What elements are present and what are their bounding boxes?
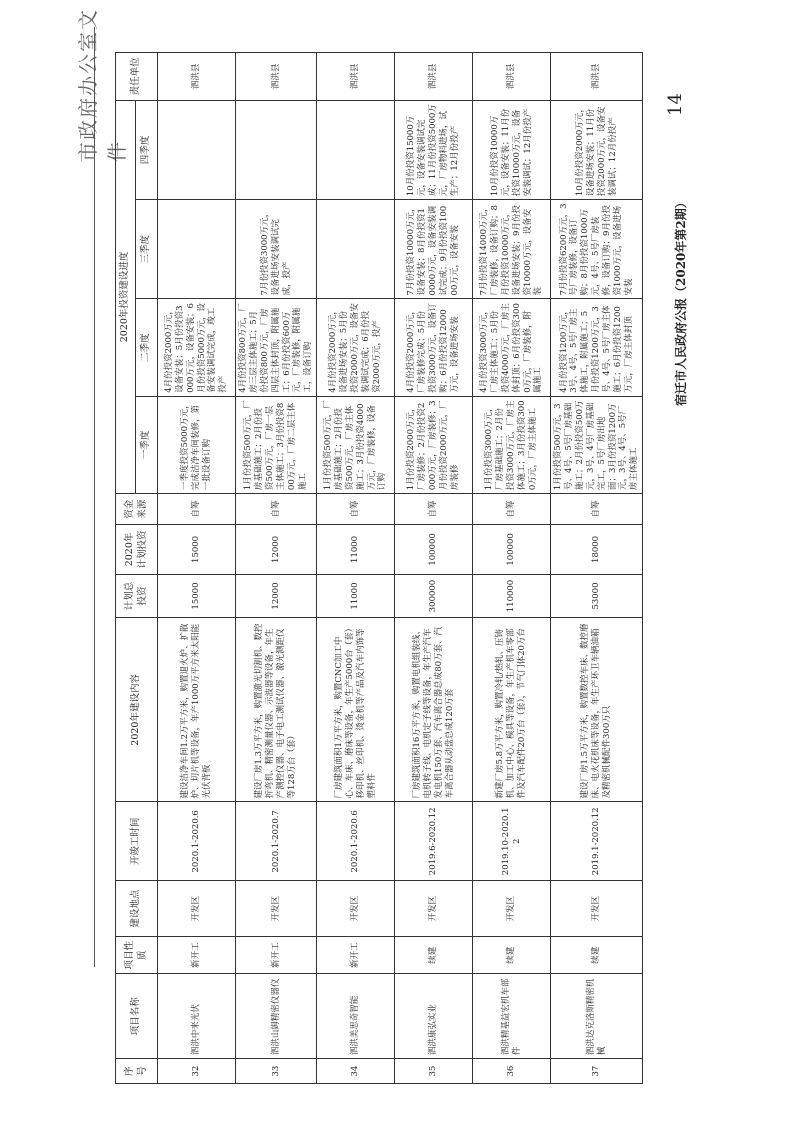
cell-nature: 新开工: [317, 937, 395, 974]
table-row: [317, 53, 395, 1084]
cell-seq: 33: [236, 1059, 317, 1084]
cell-location: 开发区: [473, 881, 551, 937]
header-content: 2020年建设内容: [116, 618, 158, 802]
cell-name: 泗洪美思奇智能: [317, 974, 395, 1059]
cell-source: 自筹: [473, 494, 551, 525]
cell-unit: 泗洪县: [395, 53, 473, 101]
cell-content: 厂房建筑面积16万平方米，购置电机组装线、电机转子线、电机定子线等设备，年生产汽车发电机150万套、汽车离合器总成80万套、汽车离合器从动盘总成120万套: [395, 618, 473, 802]
cell-plan2020: 15000: [158, 525, 236, 575]
cell-q4: [158, 100, 236, 199]
cell-nature: 新开工: [236, 937, 317, 974]
table-row: [551, 53, 643, 1084]
table-row: [395, 53, 473, 1084]
header-source: 资金来源: [116, 494, 158, 525]
header-name: 项目名称: [116, 974, 158, 1059]
table-row: [236, 53, 317, 1084]
cell-plan2020: 12000: [236, 525, 317, 575]
cell-location: 开发区: [551, 881, 643, 937]
header-unit: 责任单位: [116, 53, 158, 101]
header-location: 建设地点: [116, 881, 158, 937]
cell-plan2020: 18000: [551, 525, 643, 575]
cell-unit: 泗洪县: [236, 53, 317, 101]
cell-location: 开发区: [158, 881, 236, 937]
cell-period: 2020.1-2020.6: [158, 802, 236, 881]
cell-source: 自筹: [158, 494, 236, 525]
cell-q2: 4月份投资800万元，厂房三层主体施工；5月份投资800万元，厂房四层主体封顶，附属施工；6月份投资600万元，厂房装修，附属施工，设备订购: [236, 299, 317, 396]
header-plan2020: 2020年计划投资: [116, 525, 158, 575]
cell-unit: 泗洪县: [551, 53, 643, 101]
cell-q2: 4月份投资1200万元，3号、4号、5号厂房主体施工，附属施工；5月份投资1200万元，3号、4号、5号厂房主体施工；6月份投资1200万元，厂房主体封顶: [551, 299, 643, 396]
cell-q4: 10月份投资10000万元，设备安装；11月份投资10000万元，设备安装调试；12月份投产: [473, 100, 551, 199]
cell-q4: 10月份投资15000万元，设备安装调试完成；11月份投资5000万元，厂房物料进场，试生产；12月份投产: [395, 100, 473, 199]
table-row: [158, 53, 236, 1084]
cell-total: 15000: [158, 574, 236, 617]
table-row: [473, 53, 551, 1084]
cell-seq: 36: [473, 1059, 551, 1084]
header-q3: 三季度: [136, 200, 158, 299]
cell-q4: [317, 100, 395, 199]
cell-q1: 1月份投资500万元，厂房基础施工；2月份投资500万元，厂房主体施工；3月份投资4000万元，厂房装修，设备订购: [317, 396, 395, 493]
cell-content: 建设厂房1.5万平方米，购置数控车床、数控磨床、电火花机床等设备，年生产环卫车辆油箱及精密机械配件300万只: [551, 618, 643, 802]
cell-total: 11000: [317, 574, 395, 617]
cell-q1: 1月份投资2000万元，厂房装修；2月份投资2000万元，厂房装修；3月份投资2000万元，厂房装修: [395, 396, 473, 493]
cell-nature: 续建: [551, 937, 643, 974]
cell-q3: 7月份投资3000万元，设备进场安装调试完成，投产: [236, 200, 317, 299]
cell-total: 110000: [473, 574, 551, 617]
cell-q1: 一季度投资5000万元，完成洁净车间装修，第一批设备订购: [158, 396, 236, 493]
cell-q3: [158, 200, 236, 299]
cell-q3: [317, 200, 395, 299]
cell-q2: 4月份投资2000万元，厂房装修完成；5月份投资3000万元，设备订购；6月份投资12000万元，设备进场安装: [395, 299, 473, 396]
header-q1: 一季度: [136, 396, 158, 493]
cell-location: 开发区: [395, 881, 473, 937]
cell-nature: 续建: [395, 937, 473, 974]
cell-name: 泗洪康弘实业: [395, 974, 473, 1059]
cell-q1: 1月份投资500万元，厂房基础施工；2月份投资500万元，厂房一层主体施工；3月份投资800万元，厂房二层主体施工: [236, 396, 317, 493]
cell-total: 12000: [236, 574, 317, 617]
cell-content: 新建厂房5.8万平方米，购置冷轧/热轧、压铸机、加工中心、模具等设备，年生产机车零部件及汽车配件20万台（套），节气门体20万台: [473, 618, 551, 802]
cell-content: 建设厂房1.3万平方米，购置激光切割机、数控折弯机、精密测量仪器、示波器等设备，年生产测控仪器、电子电工测试仪器、激光测距仪等128万台（套）: [236, 618, 317, 802]
cell-plan2020: 100000: [395, 525, 473, 575]
cell-period: 2019.10-2020.12: [473, 802, 551, 881]
cell-q4: 10月份投资2000万元，设备进场安装；11月份投资2000万元，设备安装调试；12月份投产: [551, 100, 643, 199]
project-table: [115, 52, 643, 1084]
cell-source: 自筹: [317, 494, 395, 525]
cell-plan2020: 11000: [317, 525, 395, 575]
header-total: 计划总投资: [116, 574, 158, 617]
cell-nature: 新开工: [158, 937, 236, 974]
cell-content: 建设洁净车间1.2万平方米，购置退火炉、扩散炉、切片机等设备，年产1000万平方米太阳能光伏背板: [158, 618, 236, 802]
cell-location: 开发区: [317, 881, 395, 937]
header-seq: 序号: [116, 1059, 158, 1084]
header-q2: 二季度: [136, 299, 158, 396]
cell-q1: 1月份投资3000万元，厂房基础施工；2月份投资3000万元，厂房主体施工；3月份投资3000万元，厂房主体施工: [473, 396, 551, 493]
cell-period: 2019.6-2020.12: [395, 802, 473, 881]
cell-q2: 4月份投资3000万元，厂房主体施工；5月份投资4000万元，厂房主体封顶；6月份投资3000万元，厂房装修，附属施工: [473, 299, 551, 396]
cell-nature: 续建: [473, 937, 551, 974]
cell-name: 泗洪山姆精密仪器仪: [236, 974, 317, 1059]
header-rule: [94, 27, 95, 967]
cell-q1: 1月份投资500万元，3号、4号、5号厂房基础施工；2月份投资500万元，3号、4号厂房基础完工，5号厂房出地面；3月份投资1200万元，3号、4号、5号厂房主体施工: [551, 396, 643, 493]
cell-seq: 37: [551, 1059, 643, 1084]
cell-location: 开发区: [236, 881, 317, 937]
cell-q3: 7月份投资10000万元，设备安装；8月份投资10000万元，设备安装调试完成；9月份投资10000万元，设备安装: [395, 200, 473, 299]
header-title: 市政府办公室文件: [76, 8, 129, 162]
header-progress: 2020年投资建设进度: [116, 100, 136, 493]
header-q4: 四季度: [136, 100, 158, 199]
cell-unit: 泗洪县: [317, 53, 395, 101]
cell-q3: 7月份投资14000万元，厂房装修，设备订购；8月份投资10000万元，设备进场安装；9月份投资10000万元，设备安装: [473, 200, 551, 299]
cell-unit: 泗洪县: [158, 53, 236, 101]
cell-q3: 7月份投资6200万元，3号厂房装修，设备订购；8月份投资1000万元，4号、5号厂房装修，设备订购；9月份投资1000万元，设备进场安装: [551, 200, 643, 299]
cell-q4: [236, 100, 317, 199]
cell-q2: 4月份投资2000万元，设备安装；5月份投资3000万元，设备安装；6月份投资5000万元，设备安装调试完成，竣工投产: [158, 299, 236, 396]
cell-source: 自筹: [395, 494, 473, 525]
cell-source: 自筹: [551, 494, 643, 525]
cell-period: 2020.1-2020.7: [236, 802, 317, 881]
cell-unit: 泗洪县: [473, 53, 551, 101]
cell-source: 自筹: [236, 494, 317, 525]
cell-name: 泗洪中来光伏: [158, 974, 236, 1059]
cell-name: 泗洪精基益宏机车部件: [473, 974, 551, 1059]
cell-period: 2020.1-2020.6: [317, 802, 395, 881]
cell-content: 厂房建筑面积1万平方米，购置CNC加工中心、车床、磨床等设备，年生产5000台（套）移印机、丝印机、烫金机等产品及汽车内饰等塑料件: [317, 618, 395, 802]
cell-name: 泗洪达克洛斯精密机械: [551, 974, 643, 1059]
header-nature: 项目性质: [116, 937, 158, 974]
cell-total: 300000: [395, 574, 473, 617]
cell-total: 53000: [551, 574, 643, 617]
cell-q2: 4月份投资2000万元，设备进场安装；5月份投资2000万元，设备安装调试完成；6月份投资2000万元，投产: [317, 299, 395, 396]
page-number: 14: [665, 93, 686, 116]
cell-period: 2019.1-2020.12: [551, 802, 643, 881]
cell-seq: 35: [395, 1059, 473, 1084]
cell-seq: 34: [317, 1059, 395, 1084]
publication-footer: 宿迁市人民政府公报（2020年第2期）: [674, 196, 688, 406]
cell-plan2020: 100000: [473, 525, 551, 575]
cell-seq: 32: [158, 1059, 236, 1084]
header-period: 开竣工时间: [116, 802, 158, 881]
